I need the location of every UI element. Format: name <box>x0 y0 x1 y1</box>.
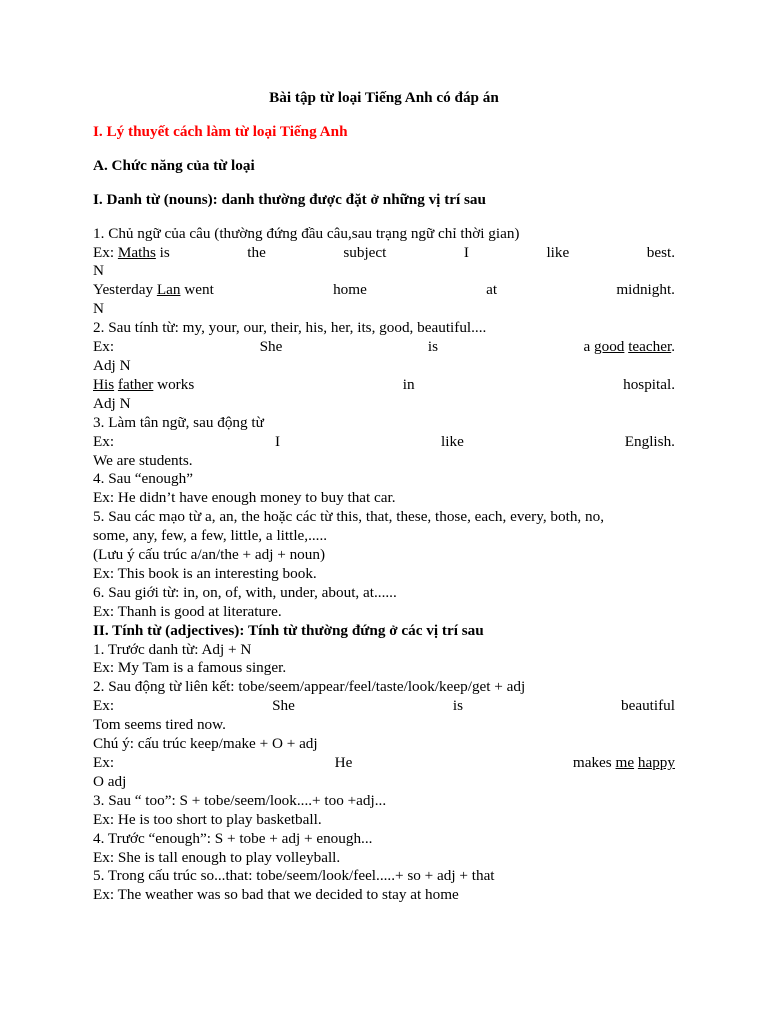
word: went <box>184 281 214 299</box>
document-title: Bài tập từ loại Tiếng Anh có đáp án <box>269 89 499 106</box>
nouns-point-5: 5. Sau các mạo từ a, an, the hoặc các từ this, that, these, those, each, every, both, no, <box>93 508 605 526</box>
adj-point-3: 3. Sau “ too”: S + tobe/seem/look....+ too +adj... <box>93 791 387 809</box>
word-class-tag: Adj N <box>93 394 131 412</box>
example-text: Ex: The weather was so bad that we decided to stay at home <box>93 886 459 904</box>
word: She <box>259 338 283 356</box>
nouns-point-4: 4. Sau “enough” <box>93 470 193 488</box>
example-text: Ex: He is too short to play basketball. <box>93 810 322 828</box>
example-label: Ex: <box>93 338 115 356</box>
example-line <box>93 376 675 395</box>
nouns-point-5-cont: some, any, few, a few, little, a little,..... <box>93 527 328 545</box>
underlined-noun: teacher <box>628 338 672 356</box>
nouns-point-1: 1. Chủ ngữ của câu (thường đứng đầu câu,sau trạng ngữ chỉ thời gian) <box>93 224 520 242</box>
example-text: Ex: He didn’t have enough money to buy that car. <box>93 489 396 507</box>
example-line <box>93 433 675 452</box>
example-label: Ex: <box>93 432 115 450</box>
word: is <box>427 338 438 356</box>
word: the <box>247 243 266 261</box>
word: best. <box>646 243 675 261</box>
nouns-point-3: 3. Làm tân ngữ, sau động từ <box>93 413 264 431</box>
nouns-heading: I. Danh từ (nouns): danh thường được đặt ở những vị trí sau <box>93 190 486 208</box>
example-text: Ex: Thanh is good at literature. <box>93 602 282 620</box>
example-line <box>93 338 675 357</box>
section-heading-theory: I. Lý thuyết cách làm từ loại Tiếng Anh <box>93 122 348 140</box>
example-text: Tom seems tired now. <box>93 716 226 734</box>
underlined-adjective: happy <box>637 754 675 771</box>
document-body <box>93 89 675 905</box>
word: is <box>452 697 464 715</box>
word: a <box>583 338 591 356</box>
example-label: Ex: <box>93 754 115 771</box>
subsection-heading-functions: A. Chức năng của từ loại <box>93 156 255 174</box>
example-text: Ex: My Tam is a famous singer. <box>93 659 287 677</box>
underlined-noun: Maths <box>117 243 156 261</box>
word: midnight. <box>616 281 675 299</box>
nouns-point-2: 2. Sau tính từ: my, your, our, their, his, her, its, good, beautiful.... <box>93 319 487 337</box>
example-line <box>93 244 675 263</box>
adj-point-4: 4. Trước “enough”: S + tobe + adj + enough... <box>93 829 373 847</box>
word: home <box>333 281 367 299</box>
word: subject <box>343 243 387 261</box>
underlined-adjective: good <box>594 338 625 356</box>
example-line <box>93 697 675 716</box>
word: works <box>157 375 195 393</box>
adj-point-5: 5. Trong cấu trúc so...that: tobe/seem/look/feel.....+ so + adj + that <box>93 867 495 885</box>
example-line <box>93 281 675 300</box>
structure-note: (Lưu ý cấu trúc a/an/the + adj + noun) <box>93 546 326 564</box>
underlined-adjective: His <box>93 375 115 393</box>
word: I <box>275 432 281 450</box>
adj-point-1: 1. Trước danh từ: Adj + N <box>93 640 252 658</box>
example-line <box>93 754 675 773</box>
word-class-tag: Adj N <box>93 356 131 374</box>
word-class-tag: N <box>93 262 104 280</box>
word: like <box>441 432 464 450</box>
word: makes <box>572 754 612 771</box>
word: He <box>334 754 353 771</box>
period: . <box>671 338 675 356</box>
word-class-tag: N <box>93 300 104 318</box>
word: I <box>463 243 469 261</box>
word: Yesterday <box>93 281 154 299</box>
example-text: Ex: This book is an interesting book. <box>93 564 317 582</box>
word: She <box>272 697 295 715</box>
word: is <box>159 243 170 261</box>
underlined-object: me <box>615 754 635 771</box>
word: beautiful <box>621 697 675 715</box>
adj-point-2: 2. Sau động từ liên kết: tobe/seem/appear/feel/taste/look/keep/get + adj <box>93 678 526 696</box>
word: English. <box>624 432 675 450</box>
word: at <box>486 281 498 299</box>
example-text: We are students. <box>93 451 193 469</box>
underlined-noun: Lan <box>156 281 181 299</box>
word-class-tag: O adj <box>93 772 127 790</box>
example-label: Ex: <box>93 243 115 261</box>
word: hospital. <box>623 375 675 393</box>
example-label: Ex: <box>93 697 115 715</box>
structure-note: Chú ý: cấu trúc keep/make + O + adj <box>93 735 318 753</box>
word: in <box>402 375 415 393</box>
adjectives-heading: II. Tính từ (adjectives): Tính từ thường đứng ở các vị trí sau <box>93 621 484 639</box>
example-text: Ex: She is tall enough to play volleyball. <box>93 848 341 866</box>
nouns-point-6: 6. Sau giới từ: in, on, of, with, under, about, at...... <box>93 583 397 601</box>
word: like <box>546 243 570 261</box>
underlined-noun: father <box>117 375 154 393</box>
